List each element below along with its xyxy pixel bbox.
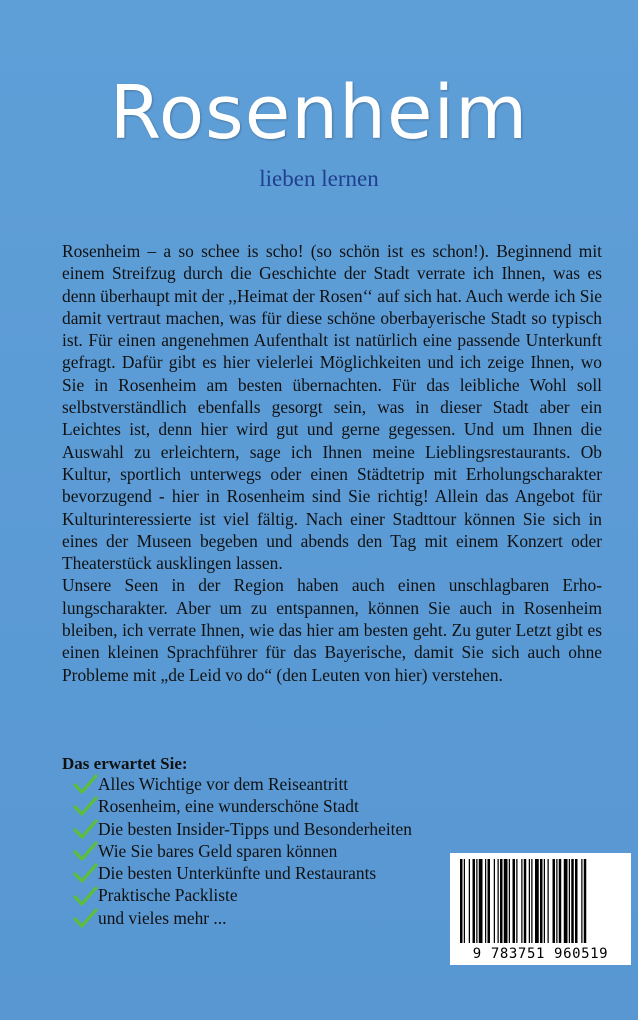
list-item <box>72 795 412 817</box>
check-icon <box>72 795 98 817</box>
barcode-bar <box>509 859 510 943</box>
barcode-bar <box>464 859 465 943</box>
barcode-bar <box>571 859 574 943</box>
barcode-bar <box>460 859 463 943</box>
barcode-bar <box>488 859 491 943</box>
barcode-bar <box>559 859 562 943</box>
barcode-bar <box>584 859 587 943</box>
book-subtitle: lieben lernen <box>259 166 379 191</box>
barcode-bar <box>540 859 543 943</box>
list-item <box>72 907 412 929</box>
barcode-bar <box>516 859 517 943</box>
barcode-bar <box>485 859 486 943</box>
list-item <box>72 862 412 884</box>
list-item <box>72 773 412 795</box>
list-item-label: Alles Wichtige vor dem Reiseantritt <box>98 774 349 794</box>
features-list <box>72 773 412 929</box>
check-icon <box>72 773 98 795</box>
barcode-bar <box>529 859 530 943</box>
barcode-bar <box>513 859 516 943</box>
barcode-bar <box>504 859 508 943</box>
barcode-bar <box>531 859 532 943</box>
list-item <box>72 818 412 840</box>
barcode-bar <box>524 859 527 943</box>
barcode-bar <box>479 859 483 943</box>
barcode-bar <box>553 859 556 943</box>
book-title: Rosenheim <box>109 70 529 156</box>
barcode-bar <box>544 859 545 943</box>
barcode-bars <box>458 859 623 943</box>
barcode-bar <box>581 859 582 943</box>
barcode-bar <box>498 859 499 943</box>
barcode-bar <box>473 859 476 943</box>
blurb-paragraph: Rosenheim – a so schee is scho! (so schön ist es schon!). Beginnend mit einem Streifzug durch die Geschichte der Stadt verrate ich Ihnen, was es denn überhaupt mit der ,,Heimat der Rosen‘‘ auf sich hat. Auch werde ich Sie damit vertraut machen, was für diese schöne oberbayerische Stadt so typisch ist. Für einen angenehmen Aufenthalt ist natürlich eine passende Unterkunft gefragt. Dafür gibt es hier vielerlei Möglichkeiten und ich zeige Ihnen, wo Sie in Rosenheim am besten übernachten. Für das leibliche Wohl soll selbstverständlich ebenfalls gesorgt sein, was in dieser Stadt aber ein Leichtes ist, denn hier wird gut und gerne gegessen. Und um Ihnen die Auswahl zu erleichtern, sage ich Ihnen meine Lieblingsrestaurants. Ob Kultur, sportlich unterwegs oder einen Städtetrip mit Erholungscharakter bevorzugend - hier in Rosenheim sind Sie richtig! Allein das Angebot für Kulturinteressierte ist viel fältig. Nach einer Stadttour können Sie sich in eines der Museen begeben und abends den Tag mit einem Konzert oder Theaterstück ausklingen lassen. <box>62 241 602 574</box>
blurb-paragraph: Unsere Seen in der Region haben auch einen unschlagbaren Erholungscharakter. Aber um zu entspannen, können Sie auch in Rosenheim bleiben, ich verrate Ihnen, wie das hier am besten geht. Zu guter Letzt gibt es einen kleinen Sprachführer für das Bayerische, damit Sie sich auch ohne Probleme mit „de Leid vo do“ (den Leuten von hier) verstehen. <box>62 575 602 685</box>
check-icon <box>72 907 98 929</box>
list-item-label: Die besten Insider-Tipps und Besonderheiten <box>98 818 412 839</box>
isbn-barcode <box>450 853 631 965</box>
check-icon <box>72 885 98 907</box>
barcode-bar <box>494 859 495 943</box>
check-icon <box>72 862 98 884</box>
barcode-bar <box>535 859 539 943</box>
list-item-label: Wie Sie bares Geld sparen können <box>98 840 338 861</box>
barcode-bar <box>500 859 503 943</box>
barcode-bar <box>556 859 557 943</box>
list-item <box>72 840 412 862</box>
list-item <box>72 884 412 906</box>
barcode-bar <box>469 859 470 943</box>
list-item-label: Die besten Unterkünfte und Restaurants <box>98 863 377 884</box>
blurb-text <box>62 240 602 686</box>
isbn-number: 9 783751 960519 <box>472 946 609 962</box>
check-icon <box>72 840 98 862</box>
barcode-bar <box>548 859 549 943</box>
barcode-bar <box>569 859 570 943</box>
check-icon <box>72 818 98 840</box>
barcode-bar <box>476 859 477 943</box>
barcode-bar <box>564 859 568 943</box>
barcode-bar <box>575 859 578 943</box>
barcode-bar <box>521 859 522 943</box>
features-heading: Das erwartet Sie: <box>62 754 188 773</box>
list-item-label: und vieles mehr ... <box>98 907 227 928</box>
list-item-label: Rosenheim, eine wunderschöne Stadt <box>98 796 359 817</box>
list-item-label: Praktische Packliste <box>98 885 238 906</box>
